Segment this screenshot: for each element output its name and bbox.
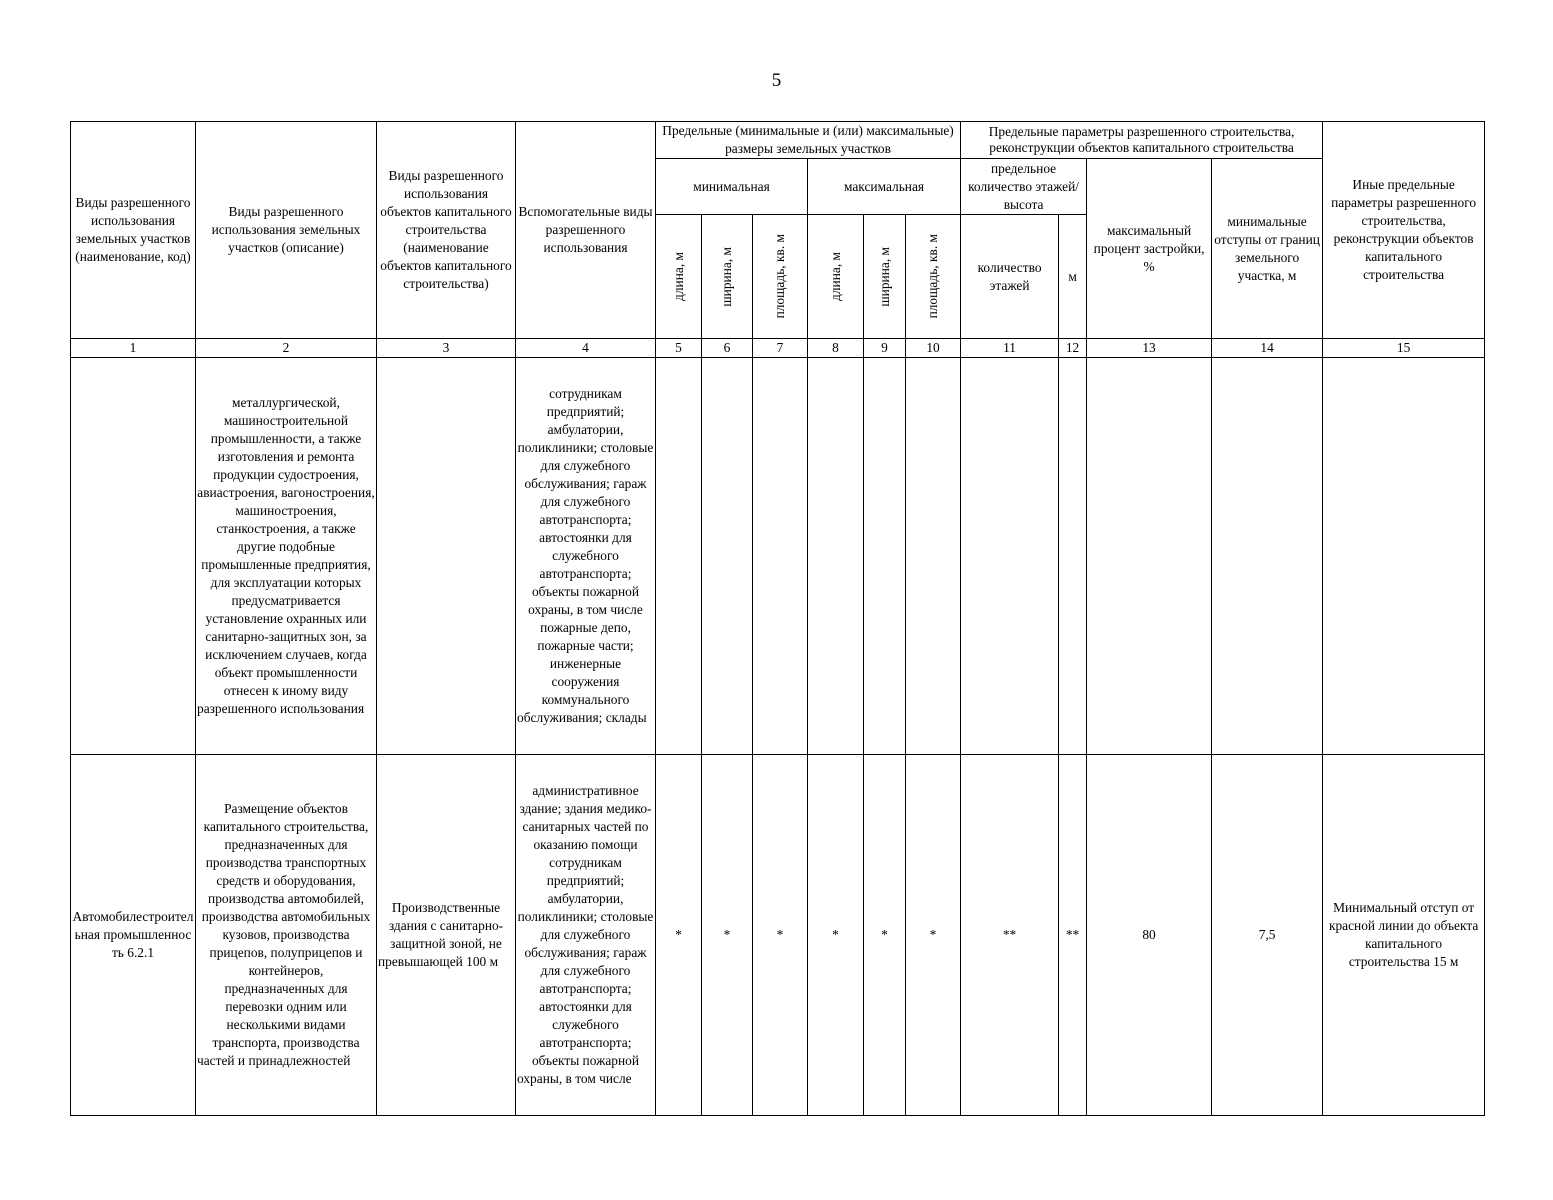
cell-floor-count: ** <box>961 755 1059 1116</box>
land-use-table <box>70 121 1485 1116</box>
cell-max-width <box>864 358 906 755</box>
cell-min-setback: 7,5 <box>1212 755 1323 1116</box>
cell-capital-construction-type <box>377 358 516 755</box>
header-min-length: длина, м <box>656 215 702 339</box>
header-min-area: площадь, кв. м <box>753 215 808 339</box>
cell-max-area <box>906 358 961 755</box>
header-max-width: ширина, м <box>864 215 906 339</box>
header-maximum: максимальная <box>808 159 961 215</box>
cell-auxiliary-use: сотрудникам предприятий; амбулатории, поликлиники; столовые для служебного обслуживания; гараж для служебного автотранспорта; автостоянки для служебного автотранспорта; объекты пожарной охраны, в том числе пожарные депо, пожарные части; инженерные сооружения коммунального обслуживания; склады <box>516 358 656 755</box>
column-number: 4 <box>516 339 656 358</box>
cell-other-params <box>1323 358 1485 755</box>
table-row <box>71 358 1485 755</box>
cell-other-params: Минимальный отступ от красной линии до объекта капитального строительства 15 м <box>1323 755 1485 1116</box>
cell-height-m: ** <box>1059 755 1087 1116</box>
cell-floor-count <box>961 358 1059 755</box>
column-number: 15 <box>1323 339 1485 358</box>
cell-auxiliary-use: административное здание; здания медико-санитарных частей по оказанию помощи сотрудникам предприятий; амбулатории, поликлиники; столовые для служебного обслуживания; гараж для служебного автотранспорта; автостоянки для служебного автотранспорта; объекты пожарной охраны, в том числе <box>516 755 656 1116</box>
column-number: 8 <box>808 339 864 358</box>
header-min-setback: минимальные отступы от границ земельного участка, м <box>1212 159 1323 339</box>
cell-max-length <box>808 358 864 755</box>
column-number: 12 <box>1059 339 1087 358</box>
header-land-use-description: Виды разрешенного использования земельных участков (описание) <box>196 122 377 339</box>
column-number: 11 <box>961 339 1059 358</box>
column-number: 14 <box>1212 339 1323 358</box>
cell-min-length <box>656 358 702 755</box>
column-number-row <box>71 339 1485 358</box>
cell-min-area: * <box>753 755 808 1116</box>
header-capital-construction-type: Виды разрешенного использования объектов капитального строительства (наименование объектов капитального строительства) <box>377 122 516 339</box>
column-number: 5 <box>656 339 702 358</box>
header-land-use-type: Виды разрешенного использования земельных участков (наименование, код) <box>71 122 196 339</box>
cell-height-m <box>1059 358 1087 755</box>
cell-max-width: * <box>864 755 906 1116</box>
header-max-length: длина, м <box>808 215 864 339</box>
cell-min-width: * <box>702 755 753 1116</box>
header-floor-count: количество этажей <box>961 215 1059 339</box>
column-number: 10 <box>906 339 961 358</box>
cell-max-percent: 80 <box>1087 755 1212 1116</box>
cell-max-length: * <box>808 755 864 1116</box>
column-number: 9 <box>864 339 906 358</box>
table-row <box>71 755 1485 1116</box>
cell-min-area <box>753 358 808 755</box>
cell-max-area: * <box>906 755 961 1116</box>
cell-min-length: * <box>656 755 702 1116</box>
header-max-percent: максимальный процент застройки, % <box>1087 159 1212 339</box>
header-floors-height: предельное количество этажей/высота <box>961 159 1087 215</box>
header-min-width: ширина, м <box>702 215 753 339</box>
cell-land-use-description: металлургической, машиностроительной промышленности, а также изготовления и ремонта продукции судостроения, авиастроения, вагоностроения, машиностроения, станкостроения, а также другие подобные промышленные предприятия, для эксплуатации которых предусматривается установление охранных или санитарно-защитных зон, за исключением случаев, когда объект промышленности отнесен к иному виду разрешенного использования <box>196 358 377 755</box>
header-minimum: минимальная <box>656 159 808 215</box>
cell-min-width <box>702 358 753 755</box>
column-number: 6 <box>702 339 753 358</box>
column-number: 3 <box>377 339 516 358</box>
header-other-params: Иные предельные параметры разрешенного строительства, реконструкции объектов капитального строительства <box>1323 122 1485 339</box>
cell-max-percent <box>1087 358 1212 755</box>
cell-land-use-type: Автомобилестроительная промышленность 6.2.1 <box>71 755 196 1116</box>
page-number: 5 <box>771 70 782 91</box>
cell-min-setback <box>1212 358 1323 755</box>
column-number: 7 <box>753 339 808 358</box>
cell-capital-construction-type: Производственные здания с санитарно-защитной зоной, не превышающей 100 м <box>377 755 516 1116</box>
header-auxiliary-use: Вспомогательные виды разрешенного использования <box>516 122 656 339</box>
header-plot-size-limits: Предельные (минимальные и (или) максимальные) размеры земельных участков <box>656 122 961 159</box>
header-meters: м <box>1059 215 1087 339</box>
column-number: 2 <box>196 339 377 358</box>
column-number: 1 <box>71 339 196 358</box>
header-max-area: площадь, кв. м <box>906 215 961 339</box>
cell-land-use-type <box>71 358 196 755</box>
header-construction-params: Предельные параметры разрешенного строительства, реконструкции объектов капитального строительства <box>961 122 1323 159</box>
cell-land-use-description: Размещение объектов капитального строительства, предназначенных для производства транспортных средств и оборудования, производства автомобилей, производства автомобильных кузовов, производства прицепов, полуприцепов и контейнеров, предназначенных для перевозки одним или несколькими видами транспорта, производства частей и принадлежностей <box>196 755 377 1116</box>
column-number: 13 <box>1087 339 1212 358</box>
